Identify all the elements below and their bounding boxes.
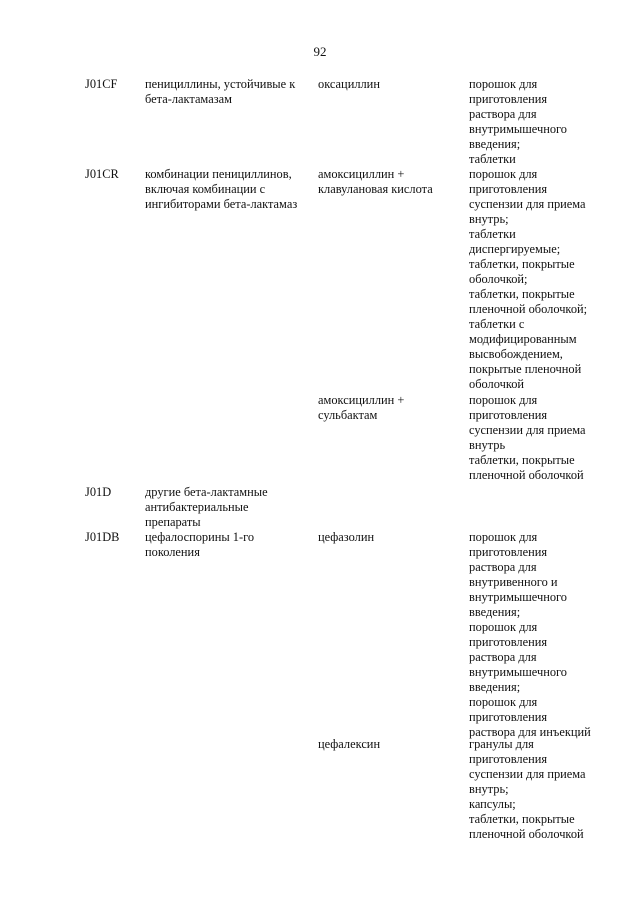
drug-name: амоксициллин + клавулановая кислота <box>318 167 433 196</box>
dosage-forms: гранулы для приготовления суспензии для приема внутрь; капсулы; таблетки, покрытые пленочной оболочкой <box>469 737 586 841</box>
atc-code: J01CR <box>85 167 119 181</box>
atc-group-name: цефалоспорины 1-го поколения <box>145 530 255 559</box>
drug-name: цефазолин <box>318 530 375 544</box>
atc-code: J01CF <box>85 77 118 91</box>
drug-name: амоксициллин + сульбактам <box>318 393 405 422</box>
drug-name: оксациллин <box>318 77 380 91</box>
dosage-forms: порошок для приготовления раствора для внутривенного и внутримышечного введения; порошок для приготовления раствора для внутримышечного введения; порошок для приготовления раствора для инъекций <box>469 530 591 739</box>
atc-group-name: другие бета-лактамные антибактериальные препараты <box>145 485 268 529</box>
dosage-forms: порошок для приготовления суспензии для приема внутрь таблетки, покрытые пленочной оболочкой <box>469 393 586 482</box>
atc-group-name: пенициллины, устойчивые к бета-лактамазам <box>145 77 296 106</box>
atc-code: J01DB <box>85 530 120 544</box>
atc-code: J01D <box>85 485 112 499</box>
dosage-forms: порошок для приготовления суспензии для приема внутрь; таблетки диспергируемые; таблетки, покрытые оболочкой; таблетки, покрытые пленочной оболочкой; таблетки с модифицированным высвобождением, покрытые пленочной оболочкой <box>469 167 588 391</box>
dosage-forms: порошок для приготовления раствора для внутримышечного введения; таблетки <box>469 77 567 166</box>
drug-name: цефалексин <box>318 737 381 751</box>
page-number: 92 <box>313 44 327 59</box>
atc-group-name: комбинации пенициллинов, включая комбинации с ингибиторами бета-лактамаз <box>145 167 298 211</box>
